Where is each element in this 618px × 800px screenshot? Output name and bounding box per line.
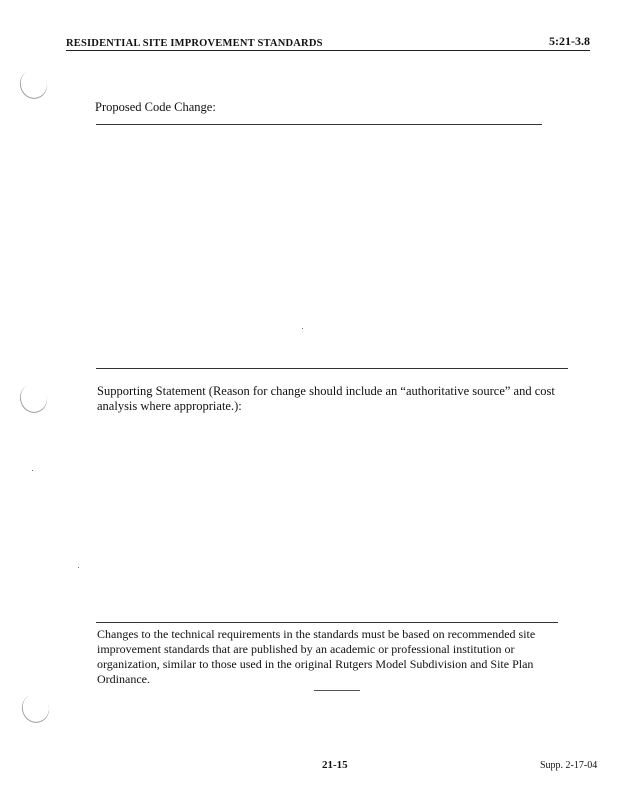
scan-speck [302, 328, 303, 329]
punch-hole-mark [16, 66, 51, 102]
changes-requirement-note: Changes to the technical requirements in the standards must be based on recommended site improvement standards that are published by an academic or professional institution or organization, similar to those used in the original Rutgers Model Subdivision and Site Plan Ordinance. [97, 627, 536, 686]
end-mark-line [314, 690, 360, 691]
scan-speck [32, 470, 33, 471]
punch-hole-mark [18, 690, 53, 726]
page-number: 21-15 [322, 759, 348, 771]
supplement-date: Supp. 2-17-04 [540, 760, 598, 771]
section-number: 5:21-3.8 [549, 34, 590, 48]
header-rule [66, 50, 590, 51]
punch-hole-mark [16, 380, 51, 416]
scan-speck [78, 567, 79, 568]
supporting-divider-line [96, 368, 568, 369]
changes-divider-line [96, 622, 558, 623]
proposed-code-change-label: Proposed Code Change: [95, 100, 216, 114]
proposed-answer-line [96, 124, 542, 125]
running-header-title: RESIDENTIAL SITE IMPROVEMENT STANDARDS [66, 38, 323, 49]
supporting-statement-label: Supporting Statement (Reason for change should include an “authoritative source” and cost analysis where appropriate.): [97, 384, 555, 413]
